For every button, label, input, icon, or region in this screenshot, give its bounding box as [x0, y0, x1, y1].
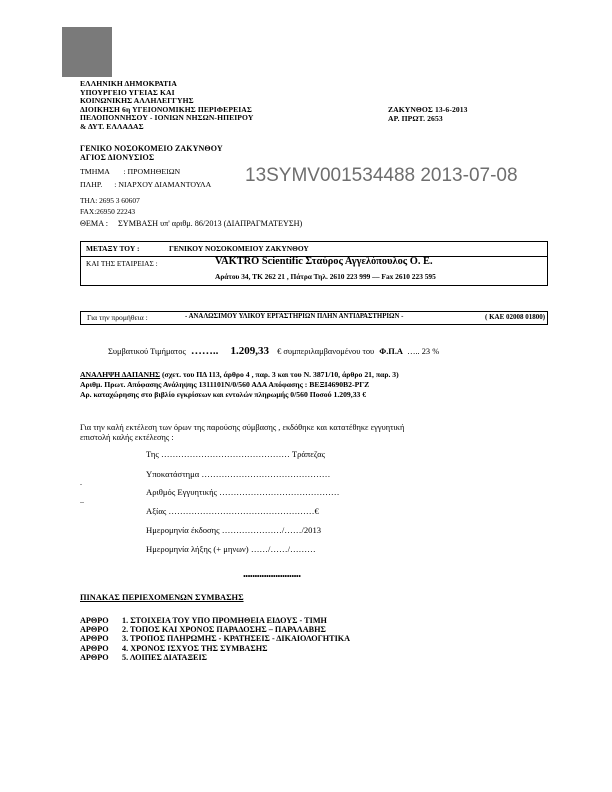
article-label: ΑΡΘΡΟ [80, 616, 109, 625]
dept-row [80, 167, 180, 177]
between-value: ΓΕΝΙΚΟΥ ΝΟΣΟΚΟΜΕΙΟΥ ΖΑΚΥΝΘΟΥ [169, 244, 309, 253]
intro-line: επιστολή καλής εκτέλεσης : [80, 433, 174, 442]
emblem-logo [62, 27, 112, 77]
guarantee-intro [80, 423, 404, 443]
commitment-line: Αρ. καταχώρησης στο βιβλίο εγκρίσεων και εντολών πληρωμής 0/560 Ποσού 1.209,33 € [80, 390, 367, 399]
ada-stamp: 13SYMV001534488 2013-07-08 [245, 165, 518, 186]
separator: ••••••••••••••••••••••••• [243, 572, 301, 581]
hospital-line: ΑΓΙΟΣ ΔΙΟΝΥΣΙΟΣ [80, 153, 155, 162]
supply-label: Για την προμήθεια : [87, 313, 148, 322]
guarantee-branch: Υποκατάστημα ……………………………………… [146, 469, 331, 479]
article-label: ΑΡΘΡΟ [80, 643, 109, 653]
article-row [80, 634, 350, 643]
company-address: Αράτου 34, ΤΚ 262 21 , Πάτρα Τηλ. 2610 223 999 –– Fax 2610 223 595 [215, 272, 436, 281]
subject-value: ΣΥΜΒΑΣΗ υπ' αριθμ. 86/2013 (ΔΙΑΠΡΑΓΜΑΤΕΥΣΗ) [118, 219, 303, 228]
article-row [80, 644, 350, 653]
header-line: ΕΛΛΗΝΙΚΗ ΔΗΜΟΚΡΑΤΙΑ [80, 79, 177, 88]
amount-vat-rate: ….. 23 % [407, 347, 440, 356]
supply-box [80, 311, 548, 325]
company-label: ΚΑΙ ΤΗΣ ΕΤΑΙΡΕΙΑΣ : [86, 259, 158, 268]
info-row [80, 180, 211, 190]
commitment-ref: (σχετ. του ΠΔ 113, άρθρο 4 , παρ. 3 και του Ν. 3871/10, άρθρο 21, παρ. 3) [160, 370, 399, 379]
company-box [80, 255, 548, 286]
amount-vat-text: € συμπεριλαμβανομένου του [277, 347, 375, 356]
margin-mark: .. [80, 496, 84, 505]
guarantee-bank: Της ……………………………………… Τράπεζας [146, 449, 326, 459]
between-label: ΜΕΤΑΞΥ ΤΟΥ : [86, 244, 140, 253]
hospital-name [80, 144, 223, 162]
commitment-line: Αριθμ. Πρωτ. Απόφασης Ανάληψης 1311101Ν/0/560 ΑΔΑ Απόφασης : ΒΕΞΙ4690Β2-ΡΓΖ [80, 380, 370, 389]
article-row [80, 616, 350, 625]
contents-title: ΠΙΝΑΚΑΣ ΠΕΡΙΕΧΟΜΕΝΩΝ ΣΥΜΒΑΣΗΣ [80, 593, 244, 602]
company-name: VAKTRO Scientific Σταύρος Αγγελόπουλος Ο. Ε. [215, 256, 433, 267]
info-label: ΠΛΗΡ. [80, 180, 103, 189]
article-row [80, 625, 350, 634]
header-line: ΚΟΙΝΩΝΙΚΗΣ ΑΛΛΗΛΕΓΓΥΗΣ [80, 96, 194, 106]
guarantee-expiry-date: Ημερομηνία λήξης (+ μηνων) ……/……/……… [146, 544, 316, 554]
article-text: 3. ΤΡΟΠΟΣ ΠΛΗΡΩΜΗΣ - ΚΡΑΤΗΣΕΙΣ - ΔΙΚΑΙΟΛΟΓΗΤΙΚΑ [122, 634, 351, 644]
amount-label: Συμβατικού Τιμήματος [108, 347, 186, 356]
supply-kae: ( ΚΑΕ 02008 01800) [485, 313, 546, 321]
subject-row [80, 219, 302, 229]
commitment-title: ΑΝΑΛΗΨΗ ΔΑΠΑΝΗΣ [80, 370, 161, 379]
header-line: & ΔΥΤ. ΕΛΛΑΔΑΣ [80, 121, 144, 131]
article-label: ΑΡΘΡΟ [80, 625, 109, 635]
article-label: ΑΡΘΡΟ [80, 652, 109, 662]
header-line: ΥΠΟΥΡΓΕΙΟ ΥΓΕΙΑΣ ΚΑΙ [80, 87, 175, 97]
fax: FAX:26950 22243 [80, 207, 136, 216]
place-date: ΖΑΚΥΝΘΟΣ 13-6-2013 [388, 105, 468, 114]
article-text: 2. ΤΟΠΟΣ ΚΑΙ ΧΡΟΝΟΣ ΠΑΡΑΔΟΣΗΣ – ΠΑΡΑΛΑΒΗΣ [122, 625, 326, 635]
supply-value: - ΑΝΑΛΩΣΙΜΟΥ ΥΛΙΚΟΥ ΕΡΓΑΣΤΗΡΙΩΝ ΠΛΗΝ ΑΝΤΙΔΡΑΣΤΗΡΙΩΝ - [185, 313, 404, 320]
article-text: 4. ΧΡΟΝΟΣ ΙΣΧΥΟΣ ΤΗΣ ΣΥΜΒΑΣΗΣ [122, 643, 268, 653]
article-row [80, 653, 350, 662]
commitment-line [80, 370, 399, 380]
guarantee-issue-date: Ημερομηνία έκδοσης …………………/……/2013 [146, 525, 322, 535]
contents-list [80, 616, 350, 662]
amount-value: 1.209,33 [230, 345, 269, 357]
subject-label: ΘΕΜΑ : [80, 219, 108, 228]
header-line: ΔΙΟΙΚΗΣΗ 6η ΥΓΕΙΟΝΟΜΙΚΗΣ ΠΕΡΙΦΕΡΕΙΑΣ [80, 104, 252, 114]
article-text: 1. ΣΤΟΙΧΕΙΑ ΤΟΥ ΥΠΟ ΠΡΟΜΗΘΕΙΑ ΕΙΔΟΥΣ - ΤΙΜΗ [122, 616, 327, 625]
article-text: 5. ΛΟΙΠΕΣ ΔΙΑΤΑΞΕΙΣ [122, 652, 208, 662]
phone: ΤΗΛ: 2695 3 60607 [80, 196, 140, 205]
amount-vat-code: Φ.Π.Α [379, 347, 403, 356]
amount-dots: …….. [190, 345, 219, 357]
margin-mark: . [80, 478, 82, 487]
article-label: ΑΡΘΡΟ [80, 634, 109, 644]
amount-row [108, 345, 439, 357]
info-value: : ΝΙΑΡΧΟΥ ΔΙΑΜΑΝΤΟΥΛΑ [114, 180, 212, 189]
header-authority [80, 80, 253, 132]
dept-label: ΤΜΗΜΑ [80, 167, 110, 176]
intro-line: Για την καλή εκτέλεση των όρων της παρούσης σύμβασης , εκδόθηκε και κατατέθηκε εγγυητική [80, 423, 405, 432]
guarantee-value: Αξίας ……………………………………………€ [146, 506, 319, 516]
protocol-number: ΑΡ. ΠΡΩΤ. 2653 [388, 114, 443, 123]
dept-value: : ΠΡΟΜΗΘΕΙΩΝ [123, 167, 181, 176]
guarantee-number: Αριθμός Εγγυητικής …………………………………… [146, 487, 340, 497]
hospital-line: ΓΕΝΙΚΟ ΝΟΣΟΚΟΜΕΙΟ ΖΑΚΥΝΘΟΥ [80, 144, 223, 153]
header-line: ΠΕΛΟΠΟΝΝΗΣΟΥ - ΙΟΝΙΩΝ ΝΗΣΩΝ-ΗΠΕΙΡΟΥ [80, 113, 254, 123]
commitment-block [80, 370, 399, 400]
